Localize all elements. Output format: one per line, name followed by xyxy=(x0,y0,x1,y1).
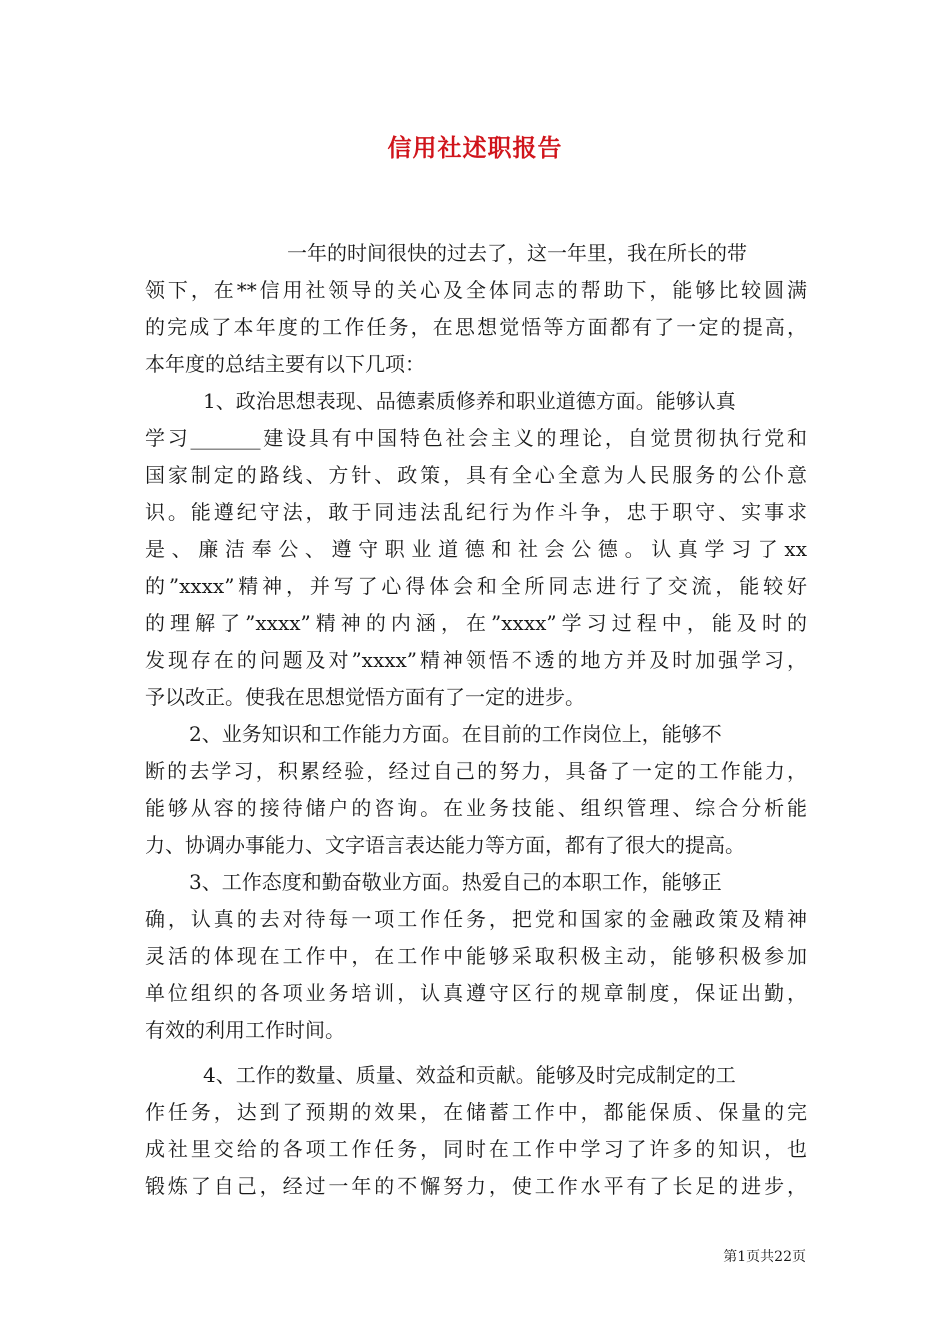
paragraph-line: 成社里交给的各项工作任务，同时在工作中学习了许多的知识，也 xyxy=(145,1137,807,1161)
paragraph-line: 本年度的总结主要有以下几项： xyxy=(145,352,425,376)
paragraph-line: 发现存在的问题及对”xxxx”精神领悟不透的地方并及时加强学习， xyxy=(145,648,807,672)
paragraph-line: 确，认真的去对待每一项工作任务，把党和国家的金融政策及精神 xyxy=(145,907,807,931)
paragraph-line: 一年的时间很快的过去了，这一年里，我在所长的带 xyxy=(287,241,747,265)
paragraph-line: 作任务，达到了预期的效果，在储蓄工作中，都能保质、保量的完 xyxy=(145,1100,807,1124)
paragraph-line: 4、工作的数量、质量、效益和贡献。能够及时完成制定的工 xyxy=(203,1063,736,1087)
paragraph-line: 的理解了”xxxx”精神的内涵，在”xxxx”学习过程中，能及时的 xyxy=(145,611,807,635)
paragraph-gap xyxy=(145,1049,807,1057)
paragraph-line: 能够从容的接待储户的咨询。在业务技能、组织管理、综合分析能 xyxy=(145,796,807,820)
paragraph-line: 锻炼了自己，经过一年的不懈努力，使工作水平有了长足的进步， xyxy=(145,1174,807,1198)
paragraph-line: 学习_______建设具有中国特色社会主义的理论，自觉贯彻执行党和 xyxy=(145,426,807,450)
paragraph-line: 灵活的体现在工作中，在工作中能够采取积极主动，能够积极参加 xyxy=(145,944,807,968)
paragraph-line: 领下，在**信用社领导的关心及全体同志的帮助下，能够比较圆满 xyxy=(145,278,807,302)
paragraph-line: 断的去学习，积累经验，经过自己的努力，具备了一定的工作能力， xyxy=(145,759,807,783)
paragraph-line: 1、政治思想表现、品德素质修养和职业道德方面。能够认真 xyxy=(203,389,736,413)
paragraph-line: 的完成了本年度的工作任务，在思想觉悟等方面都有了一定的提高， xyxy=(145,315,807,339)
paragraph-line: 的”xxxx”精神，并写了心得体会和全所同志进行了交流，能较好 xyxy=(145,574,807,598)
document-body xyxy=(145,235,807,1205)
paragraph-line: 2、业务知识和工作能力方面。在目前的工作岗位上，能够不 xyxy=(189,722,722,746)
paragraph-line: 国家制定的路线、方针、政策，具有全心全意为人民服务的公仆意 xyxy=(145,463,807,487)
page-number: 第1页共22页 xyxy=(723,1249,806,1265)
document-title: 信用社述职报告 xyxy=(387,133,563,162)
paragraph-line: 有效的利用工作时间。 xyxy=(145,1018,345,1042)
paragraph-line: 识。能遵纪守法，敢于同违法乱纪行为作斗争，忠于职守、实事求 xyxy=(145,500,807,524)
paragraph-line: 予以改正。使我在思想觉悟方面有了一定的进步。 xyxy=(145,685,585,709)
paragraph-line: 单位组织的各项业务培训，认真遵守区行的规章制度，保证出勤， xyxy=(145,981,807,1005)
paragraph-line: 力、协调办事能力、文字语言表达能力等方面，都有了很大的提高。 xyxy=(145,833,745,857)
paragraph-line: 是、廉洁奉公、遵守职业道德和社会公德。认真学习了xx xyxy=(145,537,807,561)
paragraph-line: 3、工作态度和勤奋敬业方面。热爱自己的本职工作，能够正 xyxy=(189,870,722,894)
